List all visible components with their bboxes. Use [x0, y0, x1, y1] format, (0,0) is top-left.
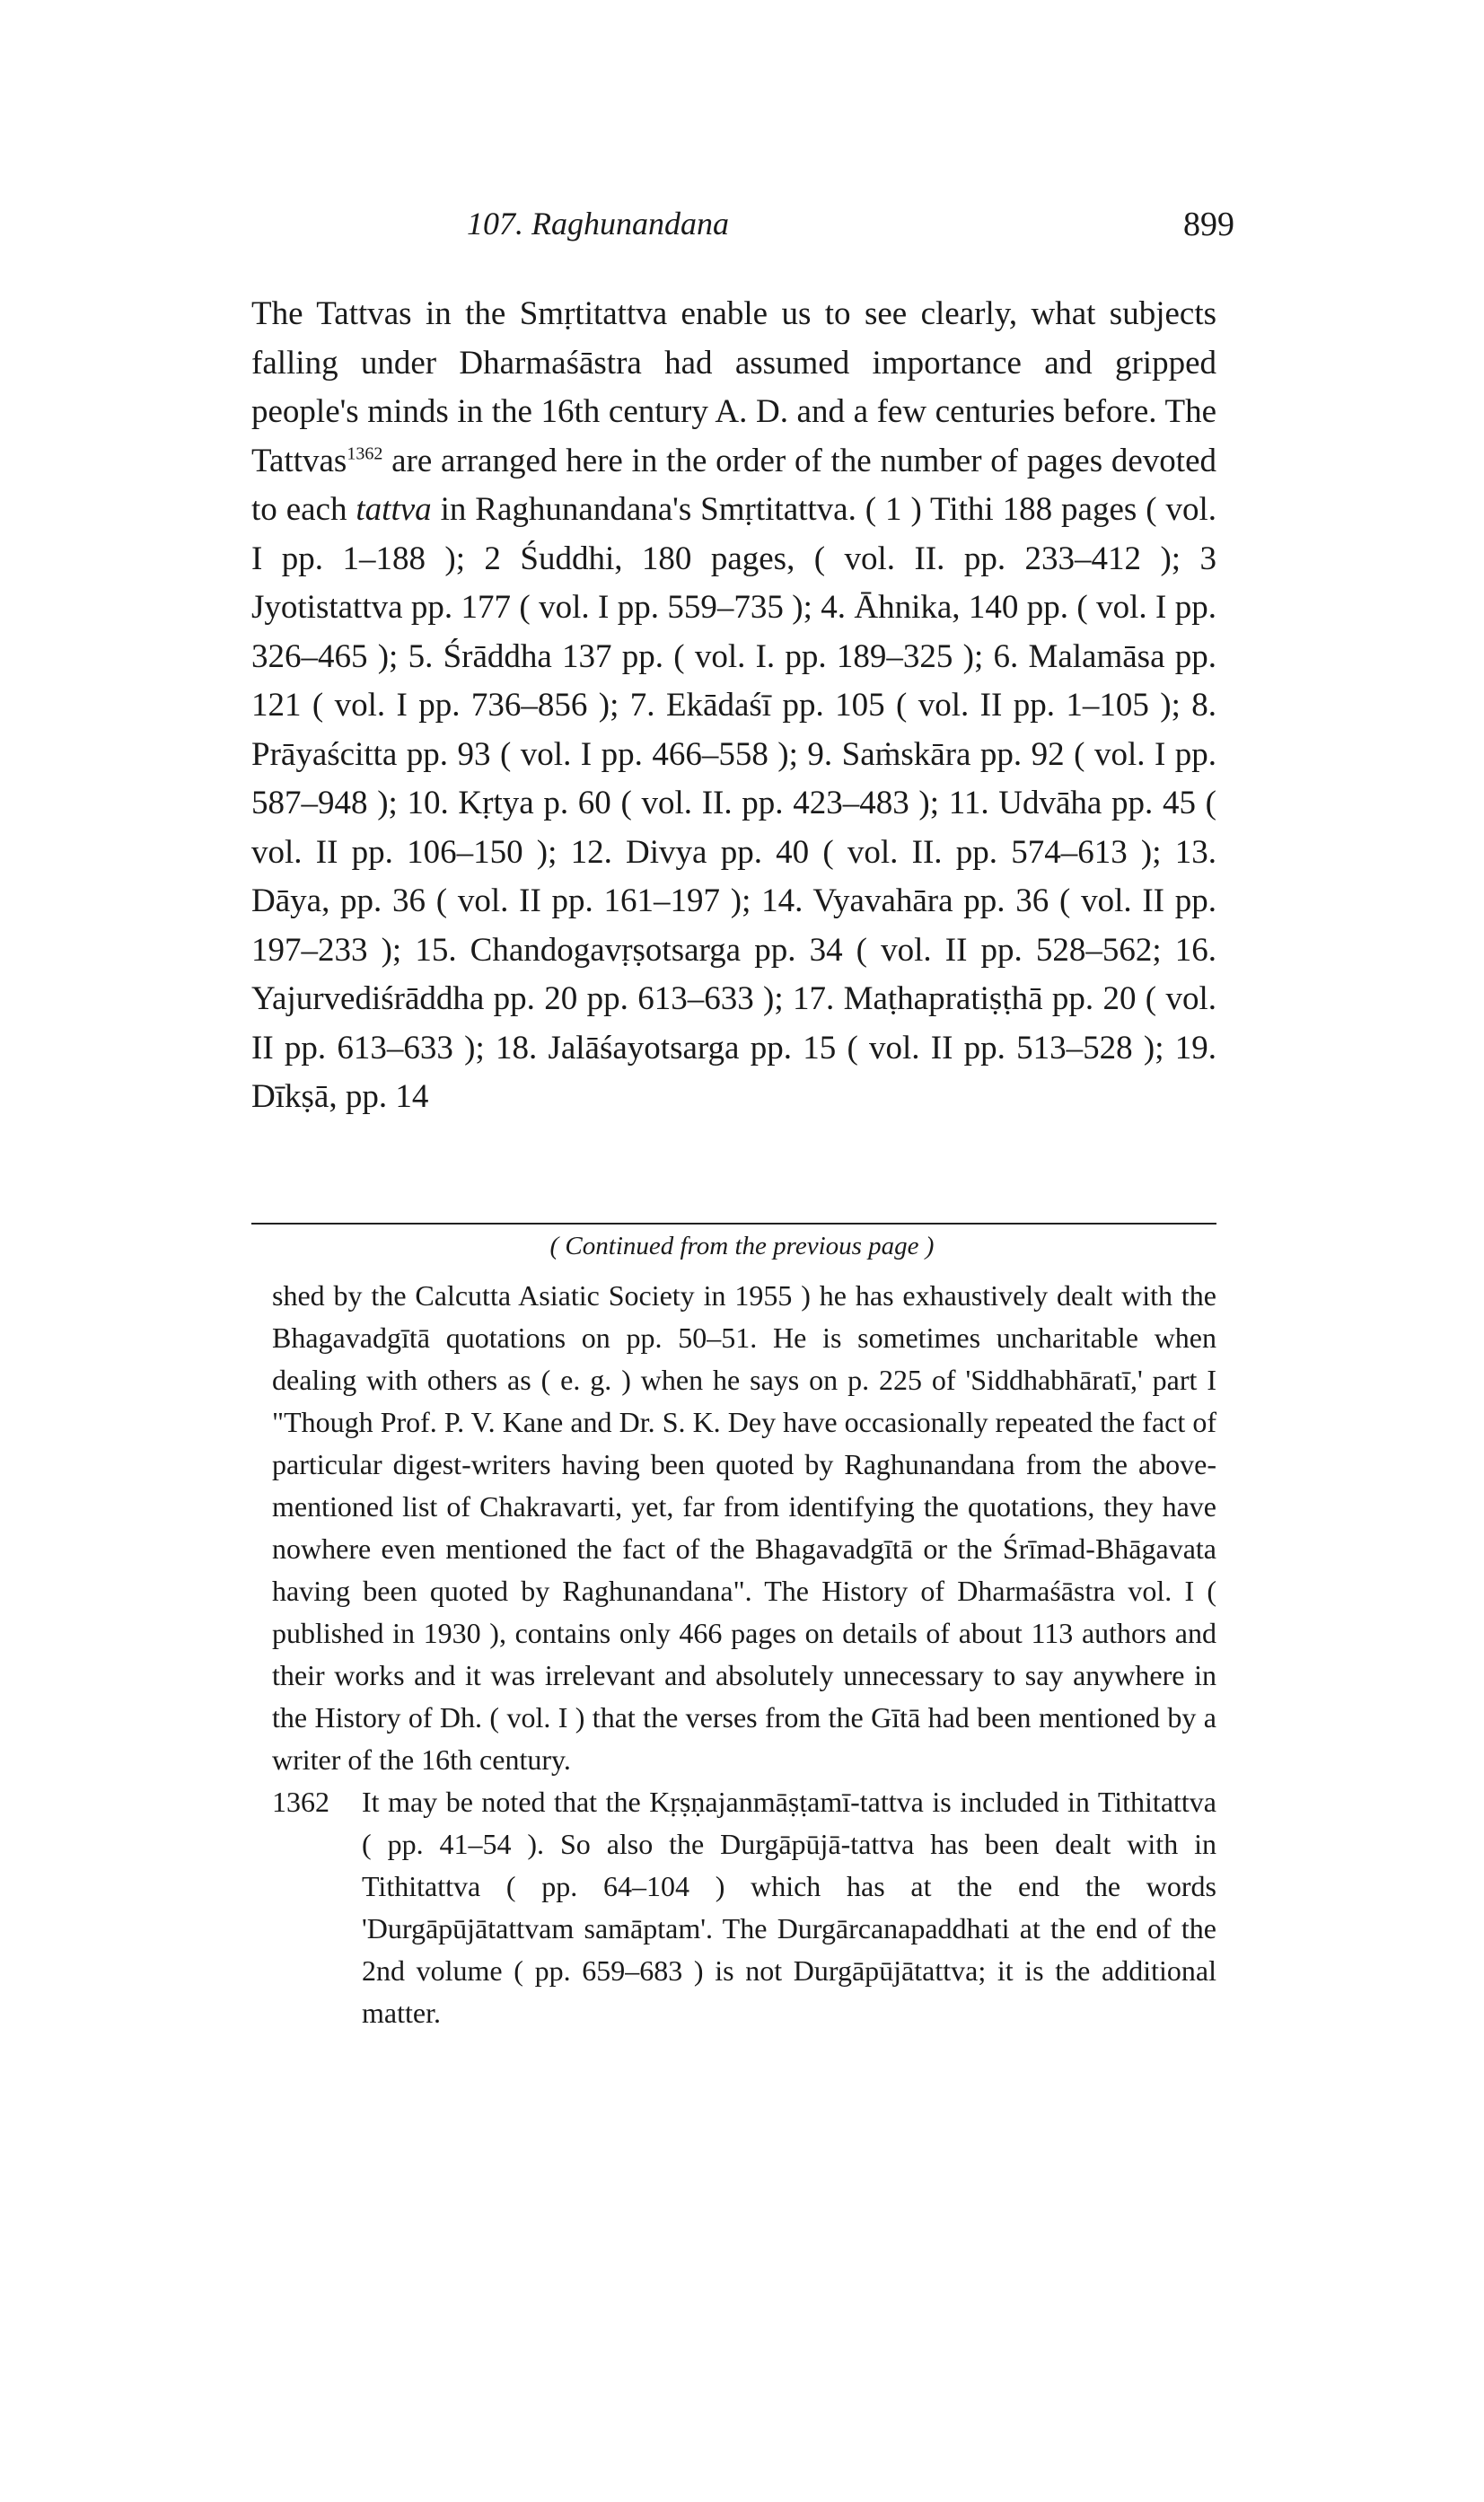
footnote-reference[interactable]: 1362	[347, 443, 383, 464]
paragraph-text-3: in Raghunandana's Smṛtitattva. ( 1 ) Tithi 188 pages ( vol. I pp. 1–188 ); 2 Śuddhi, 180 pages, ( vol. II. pp. 233–412 ); 3 Jyotistattva pp. 177 ( vol. I pp. 559–735 ); 4. Āhnika, 140 pp. ( vol. I pp. 326–465 ); 5. Śrāddha 137 pp. ( vol. I. pp. 189–325 ); 6. Malamāsa pp. 121 ( vol. I pp. 736–856 ); 7. Ekādaśī pp. 105 ( vol. II pp. 1–105 ); 8. Prāyaścitta pp. 93 ( vol. I pp. 466–558 ); 9. Saṁskāra pp. 92 ( vol. I pp. 587–948 ); 10. Kṛtya p. 60 ( vol. II. pp. 423–483 ); 11. Udvāha pp. 45 ( vol. II pp. 106–150 ); 12. Divya pp. 40 ( vol. II. pp. 574–613 ); 13. Dāya, pp. 36 ( vol. II pp. 161–197 ); 14. Vyavahāra pp. 36 ( vol. II pp. 197–233 ); 15. Chandogavṛṣotsarga pp. 34 ( vol. II pp. 528–562; 16. Yajurvediśrāddha pp. 20 pp. 613–633 ); 17. Maṭhapratiṣṭhā pp. 20 ( vol. II pp. 613–633 ); 18. Jalāśayotsarga pp. 15 ( vol. II pp. 513–528 ); 19. Dīkṣā, pp. 14	[251, 491, 1216, 1115]
main-paragraph	[251, 290, 1216, 1122]
footnotes-section	[272, 1275, 1216, 2034]
footnote-text: It may be noted that the Kṛṣṇajanmāṣṭamī-tattva is included in Tithitattva ( pp. 41–54 ). So also the Durgāpūjā-tattva has been dealt with in Tithitattva ( pp. 64–104 ) which has at the end the words 'Durgāpūjātattvam samāptam'. The Durgārcanapaddhati at the end of the 2nd volume ( pp. 659–683 ) is not Durgāpūjātattva; it is the additional matter.	[362, 1786, 1216, 2029]
tattva-term: tattva	[356, 491, 432, 528]
running-head	[0, 205, 1484, 259]
paragraph-text-2: are arranged here in the order of the number of pages devoted to each	[251, 442, 1216, 528]
paragraph-text-1: The Tattvas in the Smṛtitattva enable us to see clearly, what subjects falling under Dharmaśāstra had assumed importance and gripped people's minds in the 16th century A. D. and a few centuries before. The Tattvas	[251, 295, 1216, 479]
footnote-1362	[272, 1781, 1216, 2034]
footnote-separator	[251, 1223, 1216, 1225]
page-number: 899	[1183, 206, 1234, 243]
continued-footnote-text: shed by the Calcutta Asiatic Society in 1955 ) he has exhaustively dealt with the Bhagavadgītā quotations on pp. 50–51. He is sometimes uncharitable when dealing with others as ( e. g. ) when he says on p. 225 of 'Siddhabhāratī,' part I "Though Prof. P. V. Kane and Dr. S. K. Dey have occasionally repeated the fact of particular digest-writers having been quoted by Raghunandana from the above-mentioned list of Chakravarti, yet, far from identifying the quotations, they have nowhere even mentioned the fact of the Bhagavadgītā or the Śrīmad-Bhāgavata having been quoted by Raghunandana". The History of Dharmaśāstra vol. I ( published in 1930 ), contains only 466 pages on details of about 113 authors and their works and it was irrelevant and absolutely unnecessary to say anywhere in the History of Dh. ( vol. I ) that the verses from the Gītā had been mentioned by a writer of the 16th century.	[272, 1279, 1216, 1776]
chapter-title: 107. Raghunandana	[467, 206, 729, 241]
footnote-number: 1362	[272, 1786, 329, 1818]
continued-label: ( Continued from the previous page )	[549, 1232, 935, 1260]
